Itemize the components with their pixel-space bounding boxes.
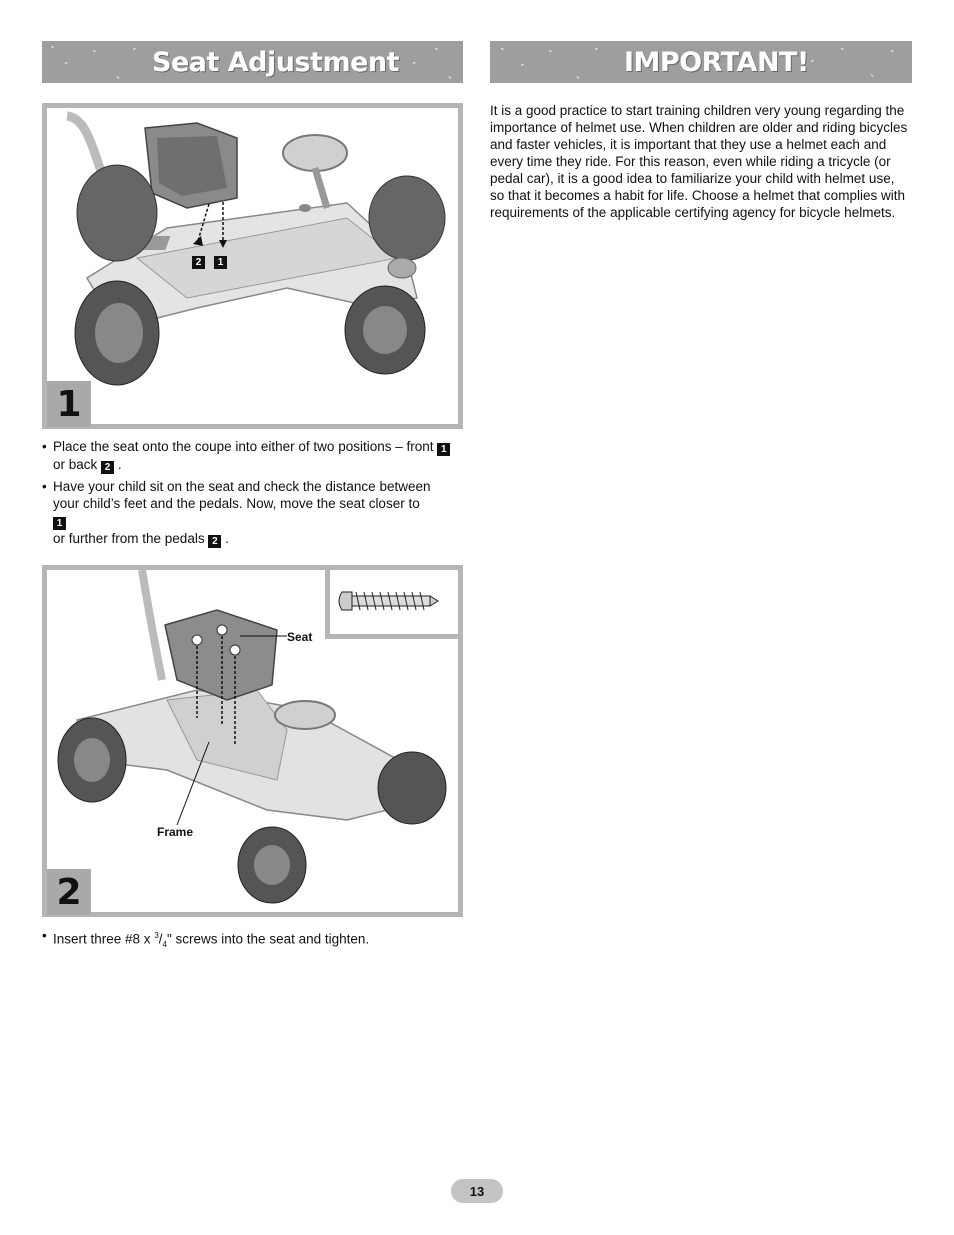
bullet-text: Place the seat onto the coupe into either of two positions – front xyxy=(53,439,434,454)
bullet-text: " screws into the seat and tighten. xyxy=(166,931,370,947)
bullet-text: Have your child sit on the seat and check the distance between your child’s feet and the pedals. Now, move the seat closer to xyxy=(53,479,431,511)
step-1-number: 1 xyxy=(47,381,91,427)
fraction-denominator: 4 xyxy=(162,940,167,950)
section-title: IMPORTANT! xyxy=(624,46,809,78)
page-number: 13 xyxy=(451,1179,503,1203)
list-item: • Insert three #8 x $^3/_4$" screws into the seat and tighten. xyxy=(42,927,452,953)
step2-instructions xyxy=(42,927,452,957)
screw-inset xyxy=(325,570,458,639)
step2-illustration-panel xyxy=(42,565,463,917)
screw-icon xyxy=(330,570,450,630)
pedal-car-seat-positions-illustration xyxy=(47,108,458,424)
list-item xyxy=(42,478,433,548)
list-item xyxy=(42,438,452,474)
section-title: Seat Adjustment xyxy=(152,46,400,78)
back-position-badge: 2 xyxy=(208,535,221,548)
seat-callout-label: Seat xyxy=(287,630,313,644)
helmet-safety-paragraph: It is a good practice to start training children very young regarding the importance of helmet use. When children are older and riding bicycles and faster vehicles, it is important that they use a helmet each and every time they ride. For this reason, even while riding a tricycle (or pedal car), it is a good idea to familiarize your child with helmet use, so that it becomes a habit for life. Choose a helmet that complies with requirements of the applicable certifying agency for bicycle helmets. xyxy=(490,103,908,220)
bullet-text: or further from the pedals xyxy=(53,531,205,546)
bullet-text: or back xyxy=(53,457,98,472)
important-banner xyxy=(490,41,912,83)
bullet-text: Insert three #8 x xyxy=(53,931,155,947)
seat-adjustment-banner xyxy=(42,41,463,83)
front-position-badge: 1 xyxy=(437,443,450,456)
bullet-text: . xyxy=(225,531,229,546)
bullet-text: . xyxy=(117,457,122,472)
frame-callout-label: Frame xyxy=(157,825,194,839)
banner-decoration: ˋ ˊ ˋ ˎ ˊ ˊ ˋ ˎ ˊ xyxy=(500,45,895,79)
step1-illustration-panel xyxy=(42,103,463,429)
banner-decoration: ˋ ˊ ˋ ˎ ˊ ˊ ˋ ˎ xyxy=(50,43,453,79)
step1-instructions xyxy=(42,438,452,552)
front-position-badge: 1 xyxy=(53,517,66,530)
back-position-badge: 2 xyxy=(101,461,114,474)
step-2-number: 2 xyxy=(47,869,91,915)
position-2-marker: 2 xyxy=(192,256,205,269)
position-1-marker: 1 xyxy=(214,256,227,269)
fraction-numerator: 3 xyxy=(154,931,159,940)
